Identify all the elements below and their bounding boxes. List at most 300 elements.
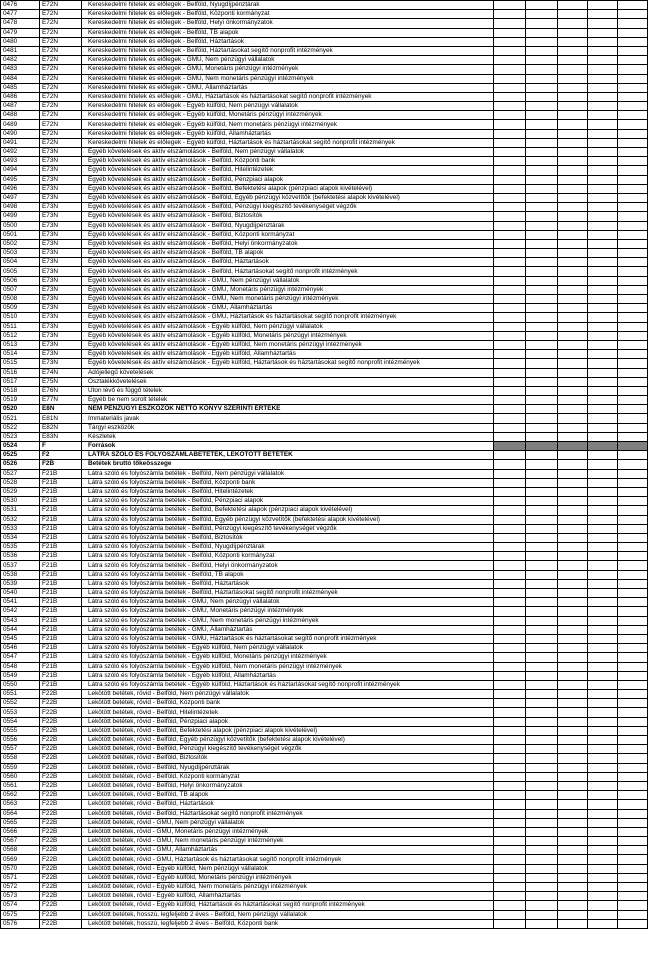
value-cell[interactable] [494,276,526,285]
value-cell[interactable] [494,129,526,138]
value-cell[interactable] [558,148,588,157]
value-cell[interactable] [526,616,558,625]
value-cell[interactable] [618,524,648,533]
value-cell[interactable] [558,193,588,202]
value-cell[interactable] [558,497,588,506]
value-cell[interactable] [588,157,618,166]
value-cell[interactable] [494,193,526,202]
value-cell[interactable] [494,340,526,349]
value-cell[interactable] [526,442,558,451]
value-cell[interactable] [526,607,558,616]
value-cell[interactable] [558,781,588,790]
value-cell[interactable] [558,901,588,910]
value-cell[interactable] [494,781,526,790]
value-cell[interactable] [588,524,618,533]
value-cell[interactable] [494,414,526,423]
value-cell[interactable] [588,818,618,827]
value-cell[interactable] [526,83,558,92]
value-cell[interactable] [526,781,558,790]
value-cell[interactable] [618,92,648,101]
value-cell[interactable] [618,56,648,65]
value-cell[interactable] [618,423,648,432]
value-cell[interactable] [558,258,588,267]
value-cell[interactable] [494,524,526,533]
value-cell[interactable] [618,386,648,395]
value-cell[interactable] [558,74,588,83]
value-cell[interactable] [588,515,618,524]
value-cell[interactable] [618,781,648,790]
value-cell[interactable] [494,175,526,184]
value-cell[interactable] [494,350,526,359]
value-cell[interactable] [618,451,648,460]
value-cell[interactable] [526,873,558,882]
value-cell[interactable] [558,653,588,662]
value-cell[interactable] [588,653,618,662]
value-cell[interactable] [558,818,588,827]
value-cell[interactable] [588,37,618,46]
value-cell[interactable] [558,561,588,570]
value-cell[interactable] [558,56,588,65]
value-cell[interactable] [494,533,526,542]
value-cell[interactable] [588,322,618,331]
value-cell[interactable] [526,644,558,653]
value-cell[interactable] [526,671,558,680]
value-cell[interactable] [526,313,558,322]
value-cell[interactable] [558,212,588,221]
value-cell[interactable] [618,10,648,19]
value-cell[interactable] [588,543,618,552]
value-cell[interactable] [618,625,648,634]
value-cell[interactable] [526,653,558,662]
value-cell[interactable] [558,175,588,184]
value-cell[interactable] [558,873,588,882]
value-cell[interactable] [558,83,588,92]
value-cell[interactable] [588,625,618,634]
value-cell[interactable] [558,350,588,359]
value-cell[interactable] [588,313,618,322]
value-cell[interactable] [588,138,618,147]
value-cell[interactable] [494,74,526,83]
value-cell[interactable] [526,295,558,304]
value-cell[interactable] [558,184,588,193]
value-cell[interactable] [526,184,558,193]
value-cell[interactable] [526,579,558,588]
value-cell[interactable] [588,763,618,772]
value-cell[interactable] [494,285,526,294]
value-cell[interactable] [558,28,588,37]
value-cell[interactable] [526,175,558,184]
value-cell[interactable] [588,285,618,294]
value-cell[interactable] [526,249,558,258]
value-cell[interactable] [526,65,558,74]
value-cell[interactable] [618,561,648,570]
value-cell[interactable] [588,175,618,184]
value-cell[interactable] [526,1,558,10]
value-cell[interactable] [494,313,526,322]
value-cell[interactable] [618,74,648,83]
value-cell[interactable] [494,883,526,892]
value-cell[interactable] [588,837,618,846]
value-cell[interactable] [618,589,648,598]
value-cell[interactable] [526,827,558,836]
value-cell[interactable] [494,800,526,809]
value-cell[interactable] [526,423,558,432]
value-cell[interactable] [558,313,588,322]
value-cell[interactable] [618,120,648,129]
value-cell[interactable] [494,396,526,405]
value-cell[interactable] [618,258,648,267]
value-cell[interactable] [618,65,648,74]
value-cell[interactable] [588,726,618,735]
value-cell[interactable] [558,570,588,579]
value-cell[interactable] [526,800,558,809]
value-cell[interactable] [558,249,588,258]
value-cell[interactable] [588,607,618,616]
value-cell[interactable] [494,873,526,882]
value-cell[interactable] [588,497,618,506]
value-cell[interactable] [588,193,618,202]
value-cell[interactable] [558,46,588,55]
value-cell[interactable] [618,662,648,671]
value-cell[interactable] [526,763,558,772]
value-cell[interactable] [494,120,526,129]
value-cell[interactable] [494,184,526,193]
value-cell[interactable] [618,763,648,772]
value-cell[interactable] [526,818,558,827]
value-cell[interactable] [618,350,648,359]
value-cell[interactable] [494,102,526,111]
value-cell[interactable] [588,295,618,304]
value-cell[interactable] [494,726,526,735]
value-cell[interactable] [588,396,618,405]
value-cell[interactable] [618,487,648,496]
value-cell[interactable] [526,405,558,414]
value-cell[interactable] [618,653,648,662]
value-cell[interactable] [526,901,558,910]
value-cell[interactable] [588,120,618,129]
value-cell[interactable] [526,285,558,294]
value-cell[interactable] [494,634,526,643]
value-cell[interactable] [494,203,526,212]
value-cell[interactable] [526,396,558,405]
value-cell[interactable] [618,203,648,212]
value-cell[interactable] [494,846,526,855]
value-cell[interactable] [494,331,526,340]
value-cell[interactable] [526,432,558,441]
value-cell[interactable] [494,368,526,377]
value-cell[interactable] [494,662,526,671]
value-cell[interactable] [494,901,526,910]
value-cell[interactable] [494,763,526,772]
value-cell[interactable] [558,579,588,588]
value-cell[interactable] [494,708,526,717]
value-cell[interactable] [494,543,526,552]
value-cell[interactable] [526,37,558,46]
value-cell[interactable] [588,736,618,745]
value-cell[interactable] [618,533,648,542]
value-cell[interactable] [558,699,588,708]
value-cell[interactable] [588,901,618,910]
value-cell[interactable] [618,515,648,524]
value-cell[interactable] [618,543,648,552]
value-cell[interactable] [526,634,558,643]
value-cell[interactable] [558,359,588,368]
value-cell[interactable] [558,625,588,634]
value-cell[interactable] [494,423,526,432]
value-cell[interactable] [526,791,558,800]
value-cell[interactable] [494,892,526,901]
value-cell[interactable] [618,295,648,304]
value-cell[interactable] [526,625,558,634]
value-cell[interactable] [588,28,618,37]
value-cell[interactable] [588,19,618,28]
value-cell[interactable] [494,791,526,800]
value-cell[interactable] [588,469,618,478]
value-cell[interactable] [588,533,618,542]
value-cell[interactable] [618,754,648,763]
value-cell[interactable] [494,680,526,689]
value-cell[interactable] [588,644,618,653]
value-cell[interactable] [526,331,558,340]
value-cell[interactable] [526,111,558,120]
value-cell[interactable] [618,726,648,735]
value-cell[interactable] [558,754,588,763]
value-cell[interactable] [558,745,588,754]
value-cell[interactable] [526,221,558,230]
value-cell[interactable] [526,359,558,368]
value-cell[interactable] [618,377,648,386]
value-cell[interactable] [558,304,588,313]
value-cell[interactable] [558,763,588,772]
value-cell[interactable] [558,543,588,552]
value-cell[interactable] [494,487,526,496]
value-cell[interactable] [494,386,526,395]
value-cell[interactable] [558,37,588,46]
value-cell[interactable] [588,331,618,340]
value-cell[interactable] [618,809,648,818]
value-cell[interactable] [558,708,588,717]
value-cell[interactable] [558,671,588,680]
value-cell[interactable] [588,846,618,855]
value-cell[interactable] [588,56,618,65]
value-cell[interactable] [588,10,618,19]
value-cell[interactable] [618,506,648,515]
value-cell[interactable] [618,1,648,10]
value-cell[interactable] [494,754,526,763]
value-cell[interactable] [588,800,618,809]
value-cell[interactable] [618,102,648,111]
value-cell[interactable] [618,19,648,28]
value-cell[interactable] [618,304,648,313]
value-cell[interactable] [494,148,526,157]
value-cell[interactable] [494,359,526,368]
value-cell[interactable] [494,864,526,873]
value-cell[interactable] [526,680,558,689]
value-cell[interactable] [526,708,558,717]
value-cell[interactable] [588,589,618,598]
value-cell[interactable] [494,837,526,846]
value-cell[interactable] [618,230,648,239]
value-cell[interactable] [618,148,648,157]
value-cell[interactable] [618,818,648,827]
value-cell[interactable] [588,919,618,928]
value-cell[interactable] [588,451,618,460]
value-cell[interactable] [494,304,526,313]
value-cell[interactable] [618,414,648,423]
value-cell[interactable] [558,910,588,919]
value-cell[interactable] [558,892,588,901]
value-cell[interactable] [588,386,618,395]
value-cell[interactable] [494,230,526,239]
value-cell[interactable] [526,892,558,901]
value-cell[interactable] [526,304,558,313]
value-cell[interactable] [618,249,648,258]
value-cell[interactable] [618,221,648,230]
value-cell[interactable] [558,65,588,74]
value-cell[interactable] [558,405,588,414]
value-cell[interactable] [618,469,648,478]
value-cell[interactable] [618,708,648,717]
value-cell[interactable] [618,864,648,873]
value-cell[interactable] [494,579,526,588]
value-cell[interactable] [494,827,526,836]
value-cell[interactable] [558,469,588,478]
value-cell[interactable] [494,644,526,653]
value-cell[interactable] [618,432,648,441]
value-cell[interactable] [588,910,618,919]
value-cell[interactable] [618,837,648,846]
value-cell[interactable] [618,28,648,37]
value-cell[interactable] [618,212,648,221]
value-cell[interactable] [526,726,558,735]
value-cell[interactable] [588,680,618,689]
value-cell[interactable] [494,10,526,19]
value-cell[interactable] [526,699,558,708]
value-cell[interactable] [618,129,648,138]
value-cell[interactable] [588,249,618,258]
value-cell[interactable] [494,809,526,818]
value-cell[interactable] [526,552,558,561]
value-cell[interactable] [526,230,558,239]
value-cell[interactable] [588,432,618,441]
value-cell[interactable] [494,267,526,276]
value-cell[interactable] [588,423,618,432]
value-cell[interactable] [558,166,588,175]
value-cell[interactable] [526,589,558,598]
value-cell[interactable] [526,120,558,129]
value-cell[interactable] [526,910,558,919]
value-cell[interactable] [526,690,558,699]
value-cell[interactable] [618,717,648,726]
value-cell[interactable] [618,901,648,910]
value-cell[interactable] [588,690,618,699]
value-cell[interactable] [494,717,526,726]
value-cell[interactable] [494,239,526,248]
value-cell[interactable] [558,634,588,643]
value-cell[interactable] [558,423,588,432]
value-cell[interactable] [558,736,588,745]
value-cell[interactable] [618,368,648,377]
value-cell[interactable] [558,276,588,285]
value-cell[interactable] [588,598,618,607]
value-cell[interactable] [494,56,526,65]
value-cell[interactable] [618,644,648,653]
value-cell[interactable] [618,827,648,836]
value-cell[interactable] [588,1,618,10]
value-cell[interactable] [618,267,648,276]
value-cell[interactable] [588,561,618,570]
value-cell[interactable] [618,570,648,579]
value-cell[interactable] [494,625,526,634]
value-cell[interactable] [526,570,558,579]
value-cell[interactable] [526,451,558,460]
value-cell[interactable] [618,166,648,175]
value-cell[interactable] [618,460,648,469]
value-cell[interactable] [558,230,588,239]
value-cell[interactable] [618,322,648,331]
value-cell[interactable] [618,340,648,349]
value-cell[interactable] [494,506,526,515]
value-cell[interactable] [558,846,588,855]
value-cell[interactable] [526,258,558,267]
value-cell[interactable] [588,717,618,726]
value-cell[interactable] [558,616,588,625]
value-cell[interactable] [618,800,648,809]
value-cell[interactable] [558,478,588,487]
value-cell[interactable] [526,846,558,855]
value-cell[interactable] [588,570,618,579]
value-cell[interactable] [588,791,618,800]
value-cell[interactable] [558,827,588,836]
value-cell[interactable] [558,809,588,818]
value-cell[interactable] [526,74,558,83]
value-cell[interactable] [526,350,558,359]
value-cell[interactable] [558,340,588,349]
value-cell[interactable] [526,28,558,37]
value-cell[interactable] [618,910,648,919]
value-cell[interactable] [588,258,618,267]
value-cell[interactable] [558,239,588,248]
value-cell[interactable] [558,322,588,331]
value-cell[interactable] [494,249,526,258]
value-cell[interactable] [588,892,618,901]
value-cell[interactable] [588,414,618,423]
value-cell[interactable] [558,396,588,405]
value-cell[interactable] [558,10,588,19]
value-cell[interactable] [618,873,648,882]
value-cell[interactable] [526,561,558,570]
value-cell[interactable] [558,552,588,561]
value-cell[interactable] [526,497,558,506]
value-cell[interactable] [558,157,588,166]
value-cell[interactable] [618,699,648,708]
value-cell[interactable] [558,451,588,460]
value-cell[interactable] [558,919,588,928]
value-cell[interactable] [526,386,558,395]
value-cell[interactable] [558,717,588,726]
value-cell[interactable] [558,120,588,129]
value-cell[interactable] [588,377,618,386]
value-cell[interactable] [588,46,618,55]
value-cell[interactable] [558,102,588,111]
value-cell[interactable] [526,414,558,423]
value-cell[interactable] [588,754,618,763]
value-cell[interactable] [558,598,588,607]
value-cell[interactable] [618,772,648,781]
value-cell[interactable] [618,791,648,800]
value-cell[interactable] [618,184,648,193]
value-cell[interactable] [526,754,558,763]
